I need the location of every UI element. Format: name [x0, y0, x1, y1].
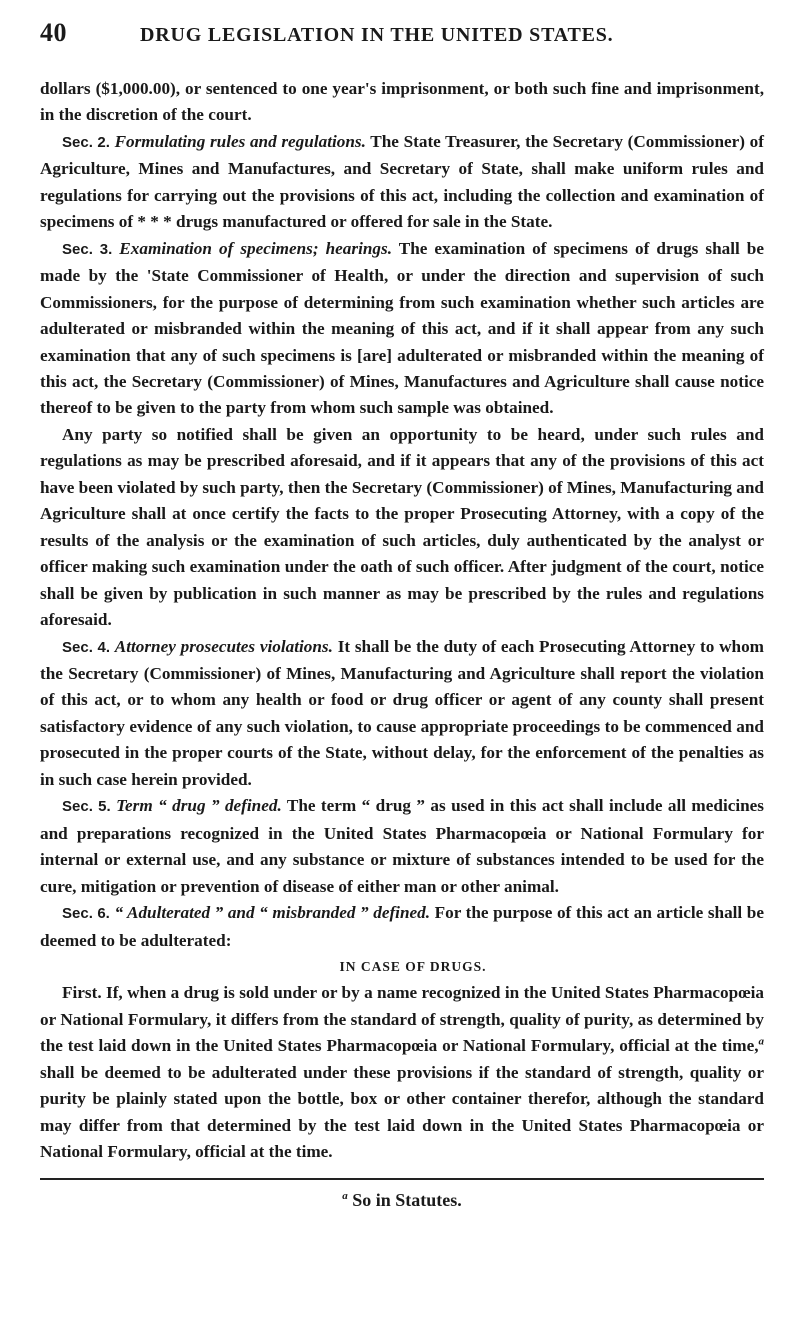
section-heading: Attorney prosecutes violations. [114, 636, 333, 656]
section-5 [40, 793, 764, 900]
section-label: Sec. 3. [62, 240, 113, 258]
running-head [40, 18, 764, 54]
section-label: Sec. 6. [62, 905, 110, 923]
section-heading: Term “ drug ” defined. [116, 796, 282, 816]
paragraph-continuation: dollars ($1,000.00), or sentenced to one year's imprisonment, or both such fine and imprisonment, in the discretion of the court. [40, 79, 764, 125]
section-2 [40, 129, 764, 236]
section-heading: “ Adulterated ” and “ misbranded ” defined. [114, 903, 431, 923]
section-heading: Formulating rules and regulations. [114, 131, 366, 151]
footnote-reference: a [758, 1035, 764, 1048]
section-label: Sec. 2. [62, 133, 110, 151]
section-text: It shall be the duty of each Prosecuting Attorney to whom the Secretary (Commissioner) of Mines, Manufacturing and Agriculture shall report the violation of this act, or to whom any health or food or drug officer or agent of any county shall present satisfactory evidence of any such violation, to cause appropriate proceedings to be commenced and prosecuted in the proper courts of the State, without delay, for the enforcement of the penalties as in such case herein provided. [40, 636, 764, 789]
section-text: The term “ drug ” as used in this act shall include all medicines and preparations recognized in the United States Pharmacopœia or National Formulary for internal or external use, and any substance or mixture of substances intended to be used for the cure, mitigation or prevention of disease of either man or other animal. [40, 796, 764, 896]
footnote-divider [40, 1178, 764, 1180]
paragraph-first-part-b: shall be deemed to be adulterated under these provisions if the standard of strength, quality or purity be plainly stated upon the bottle, box or other container therefor, although the standard may differ from that determined by the test laid down in the United States Pharmacopœia or National Formulary, official at the time. [40, 1062, 764, 1162]
subheading-in-case-of-drugs: IN CASE OF DRUGS. [339, 958, 487, 974]
section-4 [40, 634, 764, 794]
page-number: 40 [40, 18, 67, 47]
footnote-marker: a [342, 1189, 348, 1202]
section-text: The examination of specimens of drugs shall be made by the 'State Commissioner of Health, or under the direction and supervision of such Commissioners, for the purpose of determining from such examination whether such articles are adulterated or misbranded within the meaning of this act, and if it shall appear from any such examination that any of such specimens is [are] adulterated or misbranded within the meaning of this act, the Secretary (Commissioner) of Mines, Manufactures and Agriculture shall cause notice thereof to be given to the party from whom such sample was obtained. [40, 238, 764, 418]
body-text [40, 76, 764, 1166]
footnote-text: So in Statutes. [352, 1189, 462, 1210]
section-3 [40, 236, 764, 422]
document-page [40, 18, 764, 1211]
section-text: For the purpose of this act an article shall be deemed to be adulterated: [40, 903, 764, 950]
paragraph-first [40, 980, 764, 1165]
section-label: Sec. 4. [62, 638, 110, 656]
paragraph-first-part-a: First. If, when a drug is sold under or by a name recognized in the United States Pharmacopœia or National Formulary, it differs from the standard of strength, quality of purity, as determined by the test laid down in the United States Pharmacopœia or National Formulary, official at the time, [40, 983, 764, 1056]
running-title: DRUG LEGISLATION IN THE UNITED STATES. [140, 24, 614, 46]
footnote [40, 1190, 764, 1211]
section-text: The State Treasurer, the Secretary (Commissioner) of Agriculture, Mines and Manufactures, and Secretary of State, shall make uniform rules and regulations for carrying out the provisions of this act, including the collection and examination of specimens of * * * drugs manufactured or offered for sale in the State. [40, 131, 764, 232]
section-label: Sec. 5. [62, 798, 111, 816]
section-heading: Examination of specimens; hearings. [119, 238, 393, 258]
paragraph-party-notified: Any party so notified shall be given an opportunity to be heard, under such rules and regulations as may be prescribed aforesaid, and if it appears that any of the provisions of this act have been violated by such party, then the Secretary (Commissioner) of Mines, Manufacturing and Agriculture shall at once certify the facts to the proper Prosecuting Attorney, with a copy of the results of the analysis or the examination of such articles, duly authenticated by the analyst or officer making such examination under the oath of such officer. After judgment of the court, notice shall be given by publication in such manner as may be prescribed by the rules and regulations aforesaid. [40, 424, 764, 630]
section-6 [40, 900, 764, 954]
